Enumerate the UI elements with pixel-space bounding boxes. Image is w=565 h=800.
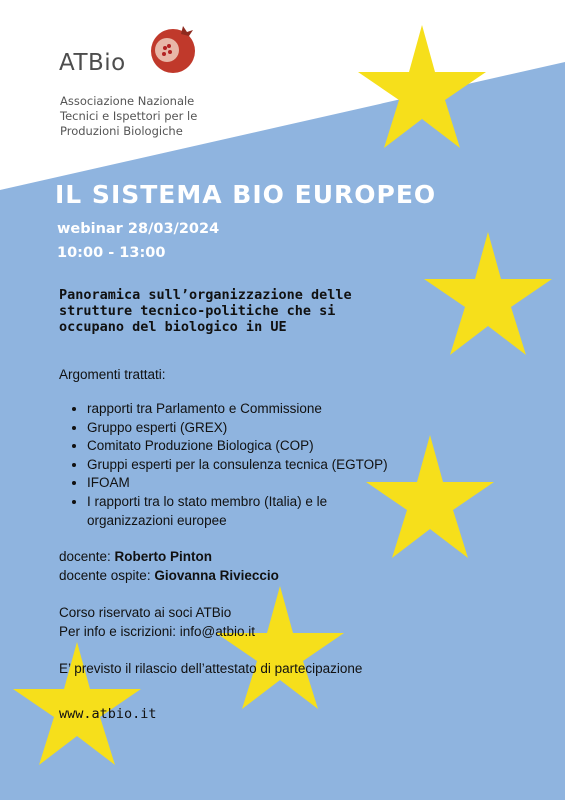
list-item: • rapporti tra Parlamento e Commissione — [87, 400, 388, 419]
intro-line: strutture tecnico-politiche che si — [59, 303, 336, 319]
logo-wordmark: ATBio — [59, 50, 126, 76]
intro-text — [59, 287, 419, 335]
topics-title: Argomenti trattati: — [59, 367, 166, 382]
lecturer-name: Roberto Pinton — [114, 549, 213, 564]
lecturer — [59, 548, 212, 565]
star-icon — [424, 232, 552, 355]
guest-label: docente ospite: — [59, 568, 155, 583]
intro-line: Panoramica sull’organizzazione delle — [59, 287, 352, 303]
webinar-date: webinar 28/03/2024 — [57, 221, 220, 237]
list-item: • Gruppo esperti (GREX) — [87, 419, 388, 438]
list-item: • I rapporti tra lo stato membro (Italia) e le — [87, 493, 388, 512]
course-note: Corso riservato ai soci ATBio — [59, 605, 232, 620]
info-contact[interactable]: Per info e iscrizioni: info@atbio.it — [59, 624, 256, 639]
topics-list — [70, 400, 388, 530]
guest-name: Giovanna Rivieccio — [154, 568, 279, 583]
webinar-time: 10:00 - 13:00 — [57, 245, 166, 261]
association-line: Produzioni Biologiche — [60, 124, 183, 138]
association-line: Associazione Nazionale — [60, 94, 195, 108]
lecturer-label: docente: — [59, 549, 115, 564]
intro-line: occupano del biologico in UE — [59, 319, 287, 335]
pomegranate-icon — [143, 18, 203, 78]
page-title: IL SISTEMA BIO EUROPEO — [55, 180, 437, 209]
list-item: • Gruppi esperti per la consulenza tecnica (EGTOP) — [87, 456, 388, 475]
association-description — [60, 94, 197, 139]
list-item: • IFOAM — [87, 474, 388, 493]
certificate-note: E’ previsto il rilascio dell’attestato di partecipazione — [59, 661, 363, 676]
list-item: • Comitato Produzione Biologica (COP) — [87, 437, 388, 456]
star-icon — [216, 586, 344, 709]
guest-lecturer — [59, 567, 279, 584]
list-item-continuation: organizzazioni europee — [87, 512, 227, 528]
association-line: Tecnici e Ispettori per le — [60, 109, 198, 123]
website-link[interactable]: www.atbio.it — [59, 706, 157, 722]
